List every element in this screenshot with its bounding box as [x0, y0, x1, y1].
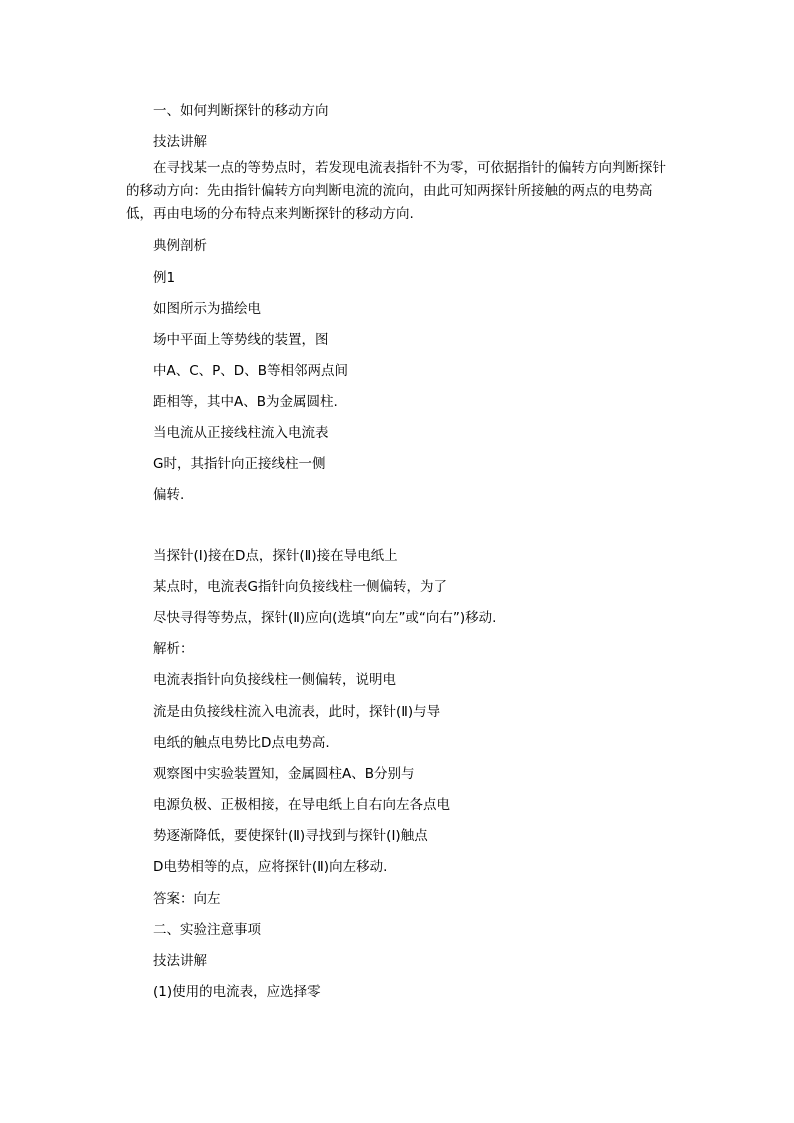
example-line: 距相等，其中A、B为金属圆柱. [153, 394, 338, 410]
example-line: 偏转. [153, 487, 185, 503]
intro-paragraph: 在寻找某一点的等势点时，若发现电流表指针不为零，可依据指针的偏转方向判断探针的移动方向：先由指针偏转方向判断电流的流向，由此可知两探针所接触的两点的电势高低，再由电场的分布特点来判断探针的移动方向. [126, 160, 666, 222]
question-line: 某点时，电流表G指针向负接线柱一侧偏转，为了 [153, 579, 447, 595]
analysis-line: 电源负极、正极相接，在导电纸上自右向左各点电 [153, 797, 450, 813]
example-line: G时，其指针向正接线柱一侧 [153, 456, 326, 472]
technique-label-1: 技法讲解 [153, 134, 207, 150]
analysis-label: 解析： [153, 641, 194, 657]
example-section-label: 典例剖析 [153, 238, 207, 254]
example-line: 当电流从正接线柱流入电流表 [153, 425, 329, 441]
section-heading-1: 一、如何判断探针的移动方向 [153, 103, 329, 119]
analysis-line: D电势相等的点，应将探针(Ⅱ)向左移动. [153, 859, 388, 875]
answer-line: 答案：向左 [153, 891, 221, 907]
question-line: 当探针(Ⅰ)接在D点，探针(Ⅱ)接在导电纸上 [153, 548, 398, 564]
analysis-line: 观察图中实验装置知，金属圆柱A、B分别与 [153, 766, 415, 782]
analysis-line: 电流表指针向负接线柱一侧偏转，说明电 [153, 672, 396, 688]
example-label: 例1 [153, 270, 176, 286]
analysis-line: 流是由负接线柱流入电流表，此时，探针(Ⅱ)与导 [153, 704, 441, 720]
section-heading-2: 二、实验注意事项 [153, 922, 261, 938]
technique-label-2: 技法讲解 [153, 953, 207, 969]
question-line: 尽快寻得等势点，探针(Ⅱ)应向(选填“向左”或“向右”)移动. [153, 610, 497, 626]
example-line: 中A、C、P、D、B等相邻两点间 [153, 363, 348, 379]
analysis-line: 势逐渐降低，要使探针(Ⅱ)寻找到与探针(Ⅰ)触点 [153, 828, 428, 844]
analysis-line: 电纸的触点电势比D点电势高. [153, 735, 330, 751]
note-line-1: (1)使用的电流表，应选择零 [153, 984, 321, 1000]
example-line: 如图所示为描绘电 [153, 301, 261, 317]
example-line: 场中平面上等势线的装置，图 [153, 332, 329, 348]
